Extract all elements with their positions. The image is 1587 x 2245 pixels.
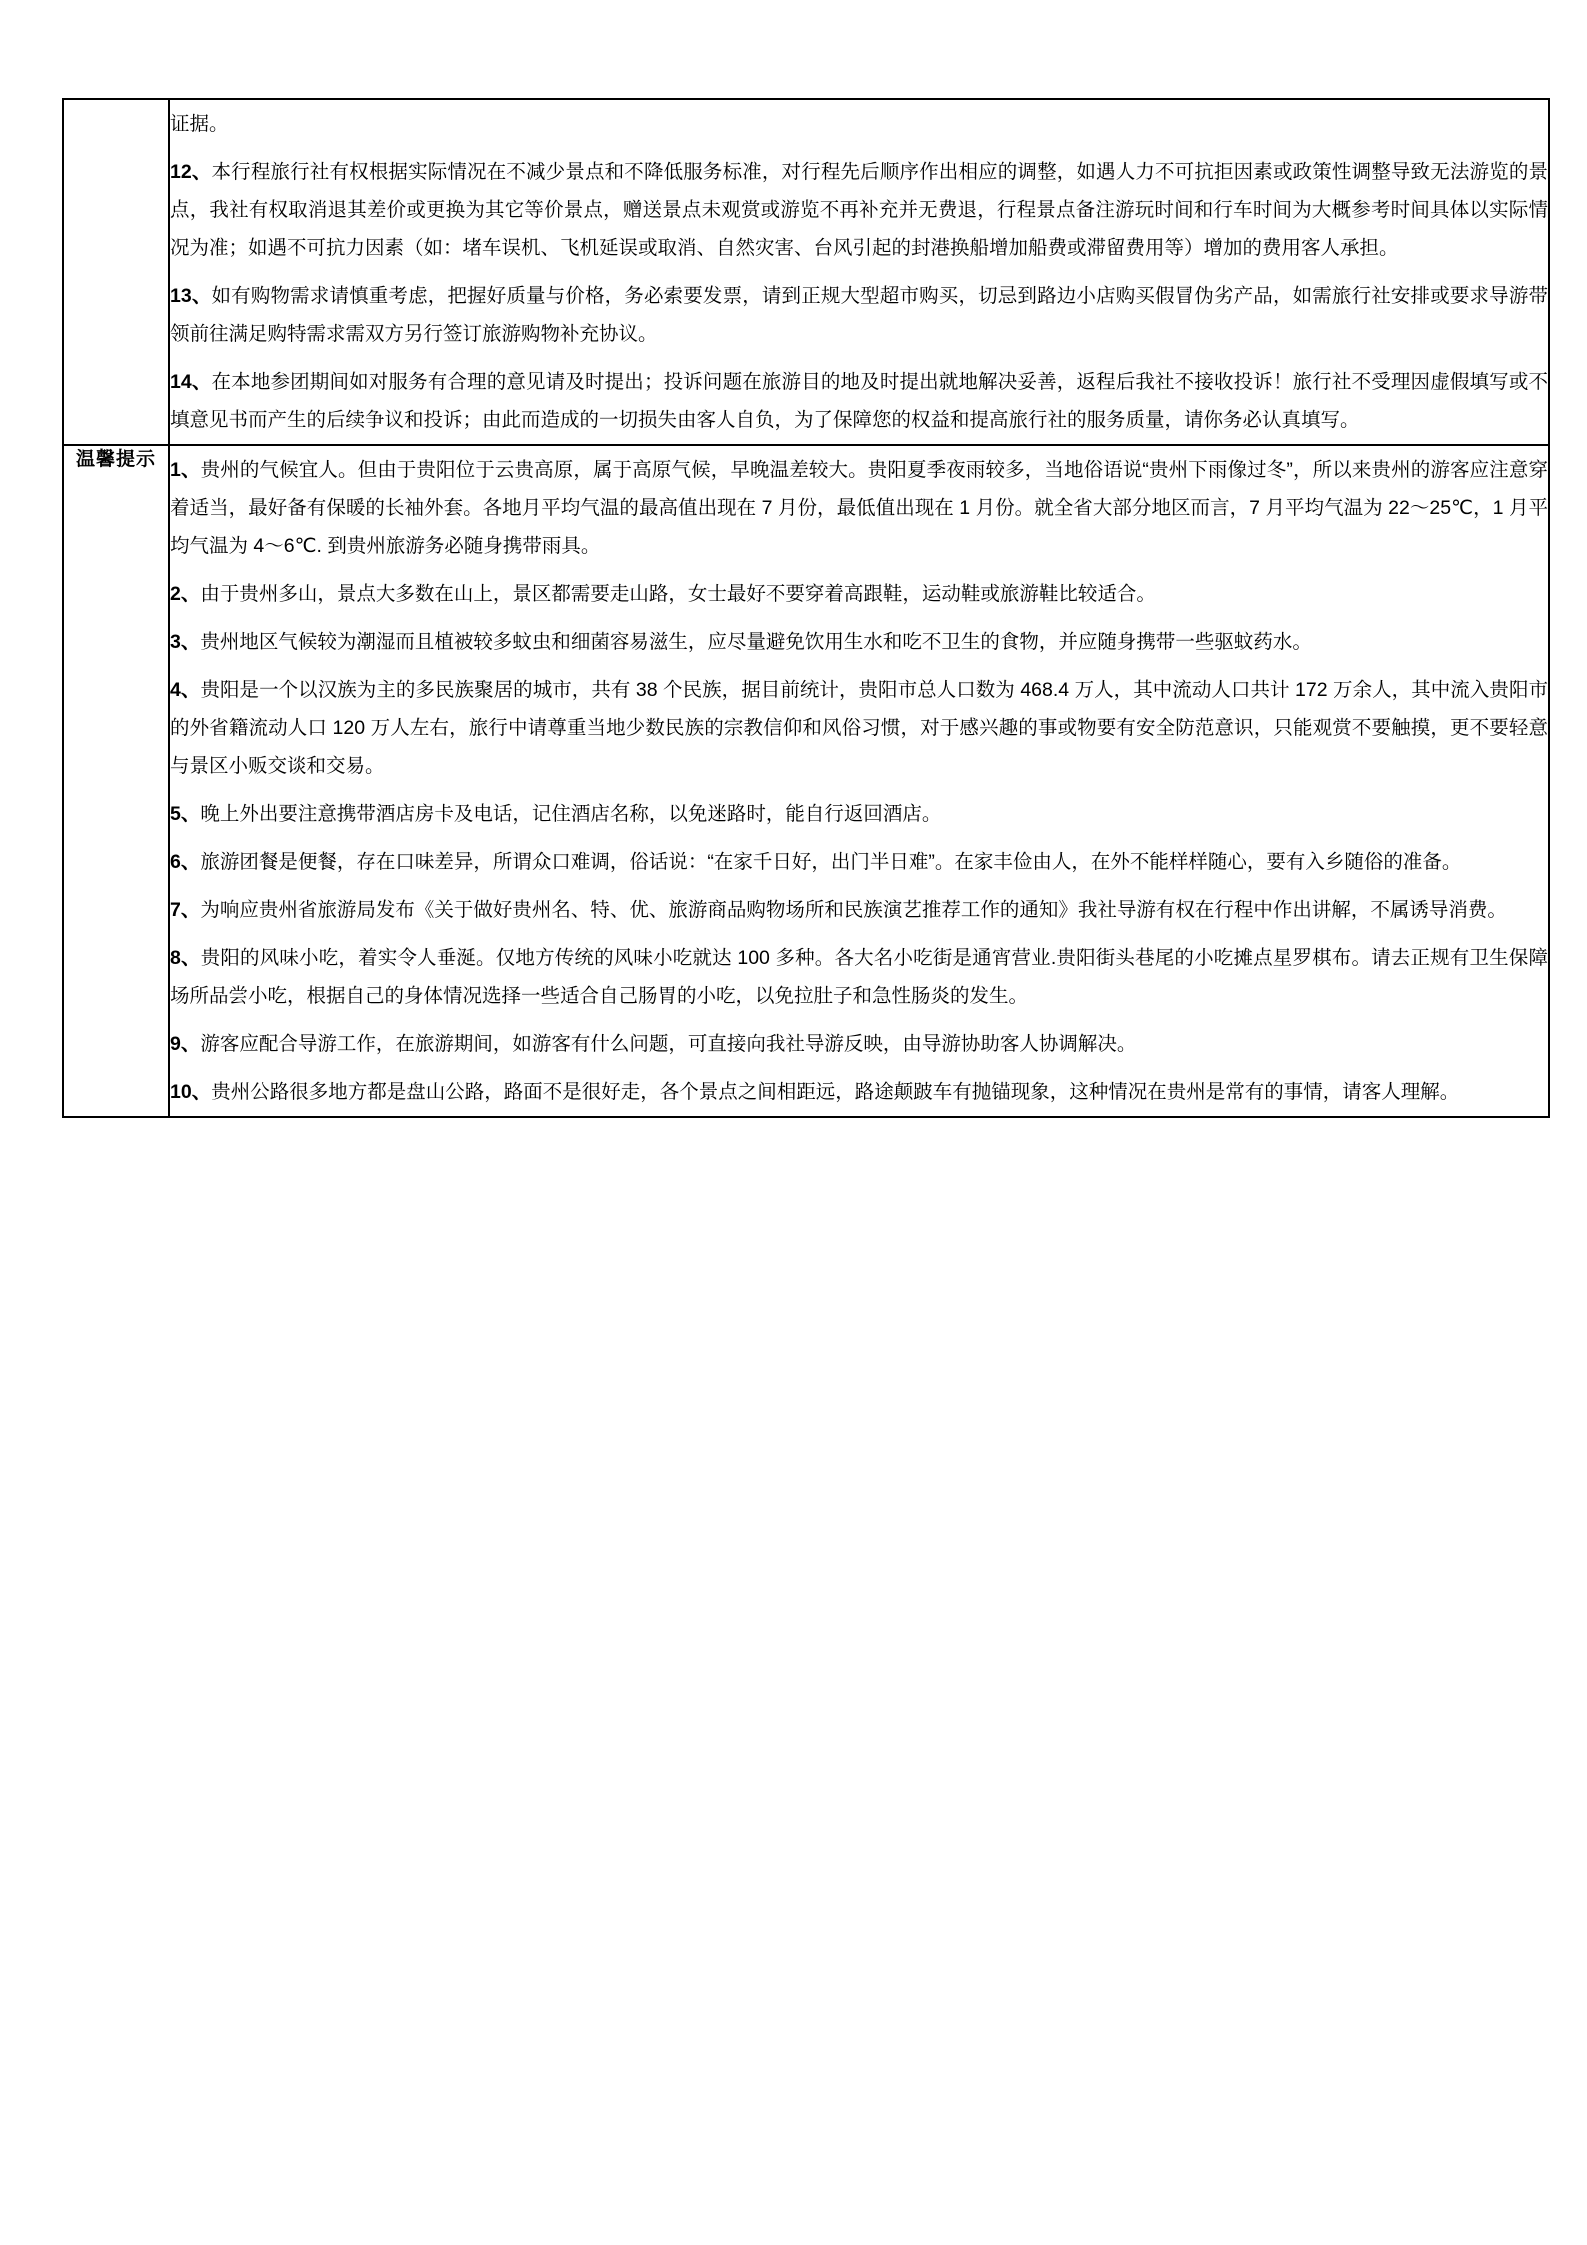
paragraph-number: 10、 [170,1081,212,1104]
paragraph-number: 14、 [170,371,212,394]
paragraph [170,1068,1548,1116]
paragraph-number: 1、 [170,459,201,482]
paragraph-number: 2、 [170,583,201,606]
paragraph [170,934,1548,1020]
paragraph-text: 旅游团餐是便餐，存在口味差异，所谓众口难调，俗话说：“在家千日好，出门半日难”。在家丰俭由人，在外不能样样随心，要有入乡随俗的准备。 [200,851,1462,874]
row-content-cell [169,99,1549,445]
paragraph-text: 贵州地区气候较为潮湿而且植被较多蚊虫和细菌容易滋生，应尽量避免饮用生水和吃不卫生的食物，并应随身携带一些驱蚊药水。 [200,631,1312,654]
row-label-text: 温馨提示 [75,449,156,471]
paragraph [170,618,1548,666]
paragraph [170,790,1548,838]
paragraph-number: 4、 [170,679,201,702]
paragraph [170,148,1548,272]
paragraph-number: 5、 [170,803,201,826]
paragraph [170,886,1548,934]
paragraph-text: 贵州的气候宜人。但由于贵阳位于云贵高原，属于高原气候，早晚温差较大。贵阳夏季夜雨较多，当地俗语说“贵州下雨像过冬”，所以来贵州的游客应注意穿着适当，最好备有保暖的长袖外套。各地月平均气温的最高值出现在 7 月份，最低值出现在 1 月份。就全省大部分地区而言，7 月平均气温为 22～25℃，1 月平均气温为 4～6℃. 到贵州旅游务必随身携带雨具。 [170,459,1548,558]
row-content-cell [169,445,1549,1117]
paragraph-text: 为响应贵州省旅游局发布《关于做好贵州名、特、优、旅游商品购物场所和民族演艺推荐工作的通知》我社导游有权在行程中作出讲解，不属诱导消费。 [200,899,1507,922]
paragraph-text: 由于贵州多山，景点大多数在山上，景区都需要走山路，女士最好不要穿着高跟鞋，运动鞋或旅游鞋比较适合。 [200,583,1156,606]
paragraph-text: 晚上外出要注意携带酒店房卡及电话，记住酒店名称，以免迷路时，能自行返回酒店。 [200,803,942,826]
paragraph-text: 本行程旅行社有权根据实际情况在不减少景点和不降低服务标准，对行程先后顺序作出相应的调整，如遇人力不可抗拒因素或政策性调整导致无法游览的景点，我社有权取消退其差价或更换为其它等价景点，赠送景点未观赏或游览不再补充并无费退，行程景点备注游玩时间和行车时间为大概参考时间具体以实际情况为准；如遇不可抗力因素（如：堵车误机、飞机延误或取消、自然灾害、台风引起的封港换船增加船费或滞留费用等）增加的费用客人承担。 [170,161,1548,260]
paragraph-number: 9、 [170,1033,201,1056]
paragraph-number: 12、 [170,161,212,184]
document-sheet [62,98,1550,1118]
paragraph [170,838,1548,886]
table-row [63,445,1549,1117]
terms-table [62,98,1550,1118]
paragraph [170,272,1548,358]
paragraph [170,358,1548,444]
paragraph [170,666,1548,790]
paragraph-text: 贵阳是一个以汉族为主的多民族聚居的城市，共有 38 个民族，据目前统计，贵阳市总人口数为 468.4 万人，其中流动人口共计 172 万余人，其中流入贵阳市的外省籍流动人口 120 万人左右，旅行中请尊重当地少数民族的宗教信仰和风俗习惯，对于感兴趣的事或物要有安全防范意识，只能观赏不要触摸，更不要轻意与景区小贩交谈和交易。 [170,679,1548,778]
paragraph-number: 3、 [170,631,201,654]
paragraph-number: 8、 [170,947,201,970]
paragraph-text: 如有购物需求请慎重考虑，把握好质量与价格，务必索要发票，请到正规大型超市购买，切忌到路边小店购买假冒伪劣产品，如需旅行社安排或要求导游带领前往满足购特需求需双方另行签订旅游购物补充协议。 [170,285,1548,346]
table-row [63,99,1549,445]
paragraph [170,570,1548,618]
terms-table-body [63,99,1549,1117]
paragraph-text: 在本地参团期间如对服务有合理的意见请及时提出；投诉问题在旅游目的地及时提出就地解决妥善，返程后我社不接收投诉！旅行社不受理因虚假填写或不填意见书而产生的后续争议和投诉；由此而造成的一切损失由客人自负，为了保障您的权益和提高旅行社的服务质量，请你务必认真填写。 [170,371,1548,432]
paragraph-text: 证据。 [170,113,229,135]
paragraph-text: 贵州公路很多地方都是盘山公路，路面不是很好走，各个景点之间相距远，路途颠跛车有抛锚现象，这种情况在贵州是常有的事情，请客人理解。 [211,1081,1460,1104]
paragraph [170,446,1548,570]
paragraph-text: 游客应配合导游工作，在旅游期间，如游客有什么问题，可直接向我社导游反映，由导游协助客人协调解决。 [200,1033,1137,1056]
paragraph [170,100,1548,148]
row-label-cell [63,99,169,445]
paragraph-text: 贵阳的风味小吃，着实令人垂涎。仅地方传统的风味小吃就达 100 多种。各大名小吃街是通宵营业.贵阳街头巷尾的小吃摊点星罗棋布。请去正规有卫生保障场所品尝小吃，根据自己的身体情况选择一些适合自己肠胃的小吃，以免拉肚子和急性肠炎的发生。 [170,947,1548,1008]
paragraph-number: 7、 [170,899,201,922]
paragraph [170,1020,1548,1068]
paragraph-number: 6、 [170,851,201,874]
paragraph-number: 13、 [170,285,212,308]
row-label-cell [63,445,169,1117]
